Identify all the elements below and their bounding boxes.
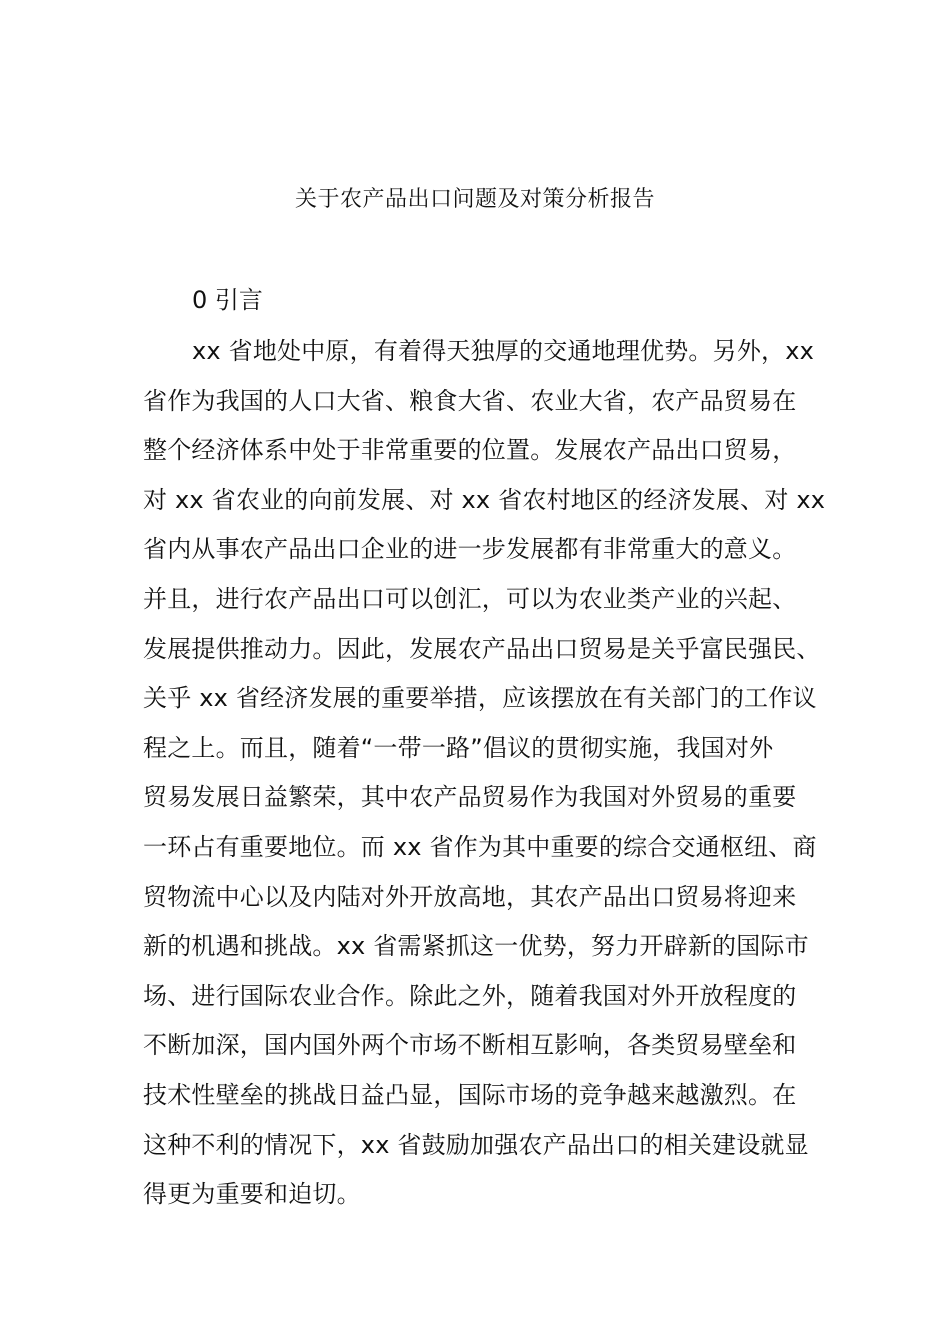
paragraph-line: 对 xx 省农业的向前发展、对 xx 省农村地区的经济发展、对 xx [143, 485, 826, 514]
paragraph-line: 得更为重要和迫切。 [143, 1180, 361, 1209]
paragraph-line: 新的机遇和挑战。xx 省需紧抓这一优势，努力开辟新的国际市 [143, 932, 809, 961]
paragraph-line: 技术性壁垒的挑战日益凸显，国际市场的竞争越来越激烈。在 [143, 1080, 797, 1109]
paragraph-line: 一环占有重要地位。而 xx 省作为其中重要的综合交通枢纽、商 [143, 832, 817, 861]
paragraph-line: 场、进行国际农业合作。除此之外，随着我国对外开放程度的 [143, 981, 797, 1010]
section-heading: 0 引言 [192, 286, 263, 314]
paragraph-line: 关乎 xx 省经济发展的重要举措，应该摆放在有关部门的工作议 [143, 684, 817, 713]
paragraph-line: 省作为我国的人口大省、粮食大省、农业大省，农产品贸易在 [143, 386, 797, 415]
paragraph-line: xx 省地处中原，有着得天独厚的交通地理优势。另外，xx [192, 337, 815, 365]
paragraph-line: 整个经济体系中处于非常重要的位置。发展农产品出口贸易， [143, 436, 797, 465]
paragraph-line: 并且，进行农产品出口可以创汇，可以为农业类产业的兴起、 [143, 584, 797, 613]
paragraph-line: 贸物流中心以及内陆对外开放高地，其农产品出口贸易将迎来 [143, 882, 797, 911]
paragraph-line: 不断加深，国内国外两个市场不断相互影响，各类贸易壁垒和 [143, 1031, 797, 1060]
paragraph-line: 省内从事农产品出口企业的进一步发展都有非常重大的意义。 [143, 535, 797, 564]
paragraph-line: 发展提供推动力。因此，发展农产品出口贸易是关乎富民强民、 [143, 634, 821, 663]
paragraph-line: 程之上。而且，随着“一带一路”倡议的贯彻实施，我国对外 [143, 733, 774, 762]
paragraph-line: 这种不利的情况下，xx 省鼓励加强农产品出口的相关建设就显 [143, 1130, 809, 1159]
paragraph-line: 贸易发展日益繁荣，其中农产品贸易作为我国对外贸易的重要 [143, 783, 797, 812]
body-paragraph [143, 333, 833, 1226]
document-title: 关于农产品出口问题及对策分析报告 [294, 187, 655, 212]
